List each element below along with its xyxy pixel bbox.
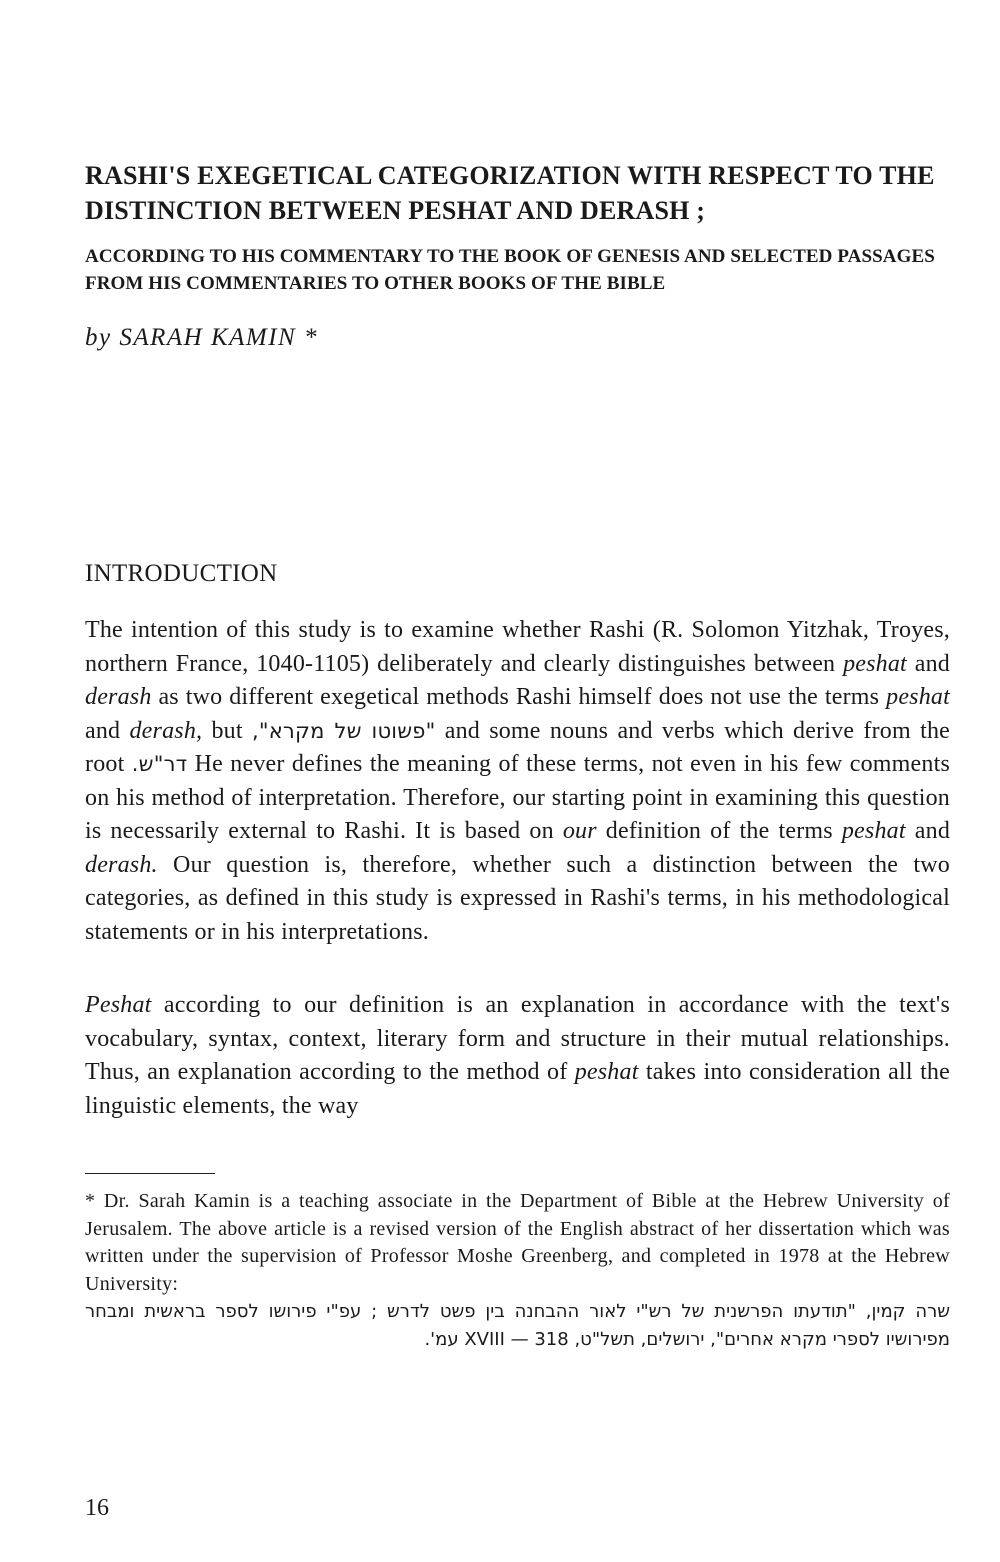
text-run: and: [85, 717, 130, 744]
hebrew-root: דר"ש.: [131, 752, 188, 776]
emphasis: peshat: [886, 684, 950, 710]
emphasis: peshat: [841, 818, 906, 844]
emphasis: derash,: [129, 717, 203, 744]
text-run: He never defines the meaning of these terms, not even in his few comments on his method of interpretation. Therefore, our starting point in examining this question is necessarily external to Rashi. It is based on: [85, 751, 950, 844]
introduction-paragraph-1: [85, 614, 950, 949]
article-subtitle: ACCORDING TO HIS COMMENTARY TO THE BOOK OF GENESIS AND SELECTED PASSAGES FROM HIS COMMENTARIES TO OTHER BOOKS OF THE BIBLE: [85, 246, 935, 294]
author-byline: by SARAH KAMIN *: [85, 324, 318, 351]
text-run: Our question is, therefore, whether such a distinction between the two categories, as defined in this study is expressed in Rashi's terms, in his methodological statements or in his interpretations.: [85, 851, 950, 945]
section-heading: INTRODUCTION: [85, 560, 278, 587]
text-run: takes into consideration all the linguistic elements, the way: [85, 1059, 950, 1119]
emphasis: peshat: [843, 650, 907, 677]
introduction-paragraph-2: [85, 989, 950, 1123]
article-title: RASHI'S EXEGETICAL CATEGORIZATION WITH RESPECT TO THE DISTINCTION BETWEEN PESHAT AND DERASH ;: [85, 161, 935, 225]
text-run: according to our definition is an explanation in accordance with the text's vocabulary, syntax, context, literary form and structure in their mutual relationships. Thus, an explanation according to the method of: [85, 992, 950, 1085]
text-run: and some nouns and verbs which derive from the root: [85, 717, 951, 777]
article-page: [85, 158, 950, 1353]
emphasis: peshat: [574, 1059, 639, 1085]
footnote-text: * Dr. Sarah Kamin is a teaching associate in the Department of Bible at the Hebrew University of Jerusalem. The above article is a revised version of the English abstract of her dissertation which was written under the supervision of Professor Moshe Greenberg, and completed in 1978 at the Hebrew University:: [85, 1190, 950, 1295]
footnote-divider: [85, 1173, 215, 1174]
text-run: as two different exegetical methods Rashi himself does not use the terms: [151, 684, 887, 710]
emphasis: Peshat: [85, 992, 152, 1018]
text-run: The intention of this study is to examine whether Rashi (R. Solomon Yitzhak, Troyes, northern France, 1040-1105) deliberately and clearly distinguishes between: [85, 617, 950, 677]
emphasis: our: [562, 818, 597, 844]
hebrew-term: "פשוטו של מקרא",: [251, 718, 436, 743]
text-run: and: [905, 818, 951, 844]
emphasis: derash.: [85, 851, 158, 878]
text-run: but: [202, 717, 252, 744]
text-run: and: [906, 650, 950, 677]
text-run: definition of the terms: [596, 818, 842, 844]
emphasis: derash: [85, 684, 152, 710]
footnote-hebrew-citation: שרה קמין, "תודעתו הפרשנית של רש"י לאור ההבחנה בין פשט לדרש ; עפ"י פירושו לספר בראשית ומבחר מפירושיו לספרי מקרא אחרים", ירושלים, תשל"ט, XVIII — 318 עמ'.: [85, 1301, 950, 1350]
page-number: 16: [85, 1495, 109, 1521]
